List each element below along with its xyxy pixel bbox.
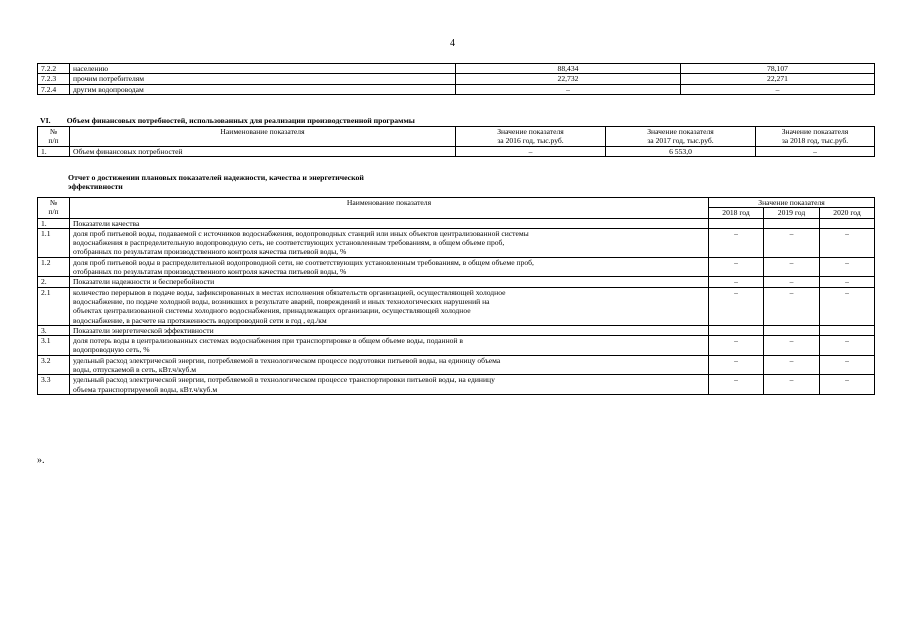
row-value-2018: – [709,375,764,395]
row-value-2019: – [764,375,820,395]
top-table [37,63,875,95]
table-row [38,375,875,395]
closing-mark: ». [37,455,45,466]
row-number: 7.2.3 [38,74,70,84]
row-value-2019: – [764,355,820,375]
table-row [38,146,875,156]
report-header-value-group: Значение показателя [709,198,875,208]
finance-header-row [38,127,875,147]
table-row [38,228,875,257]
row-value-2019 [764,325,820,335]
row-value-2018 [709,325,764,335]
row-value-2020: – [820,375,875,395]
row-value-2020: – [820,336,875,356]
row-number: 1. [38,146,70,156]
report-header-2019: 2019 год [764,208,820,218]
table-row [38,257,875,277]
row-value-2019: – [764,336,820,356]
finance-header-name: Наименование показателя [70,127,456,147]
row-number: 1. [38,218,70,228]
row-name: удельный расход электрической энергии, потребляемой в технологическом процессе подготовки питьевой воды, на единицу объема воды, отпускаемой в сеть, кВт.ч/куб.м [70,355,709,375]
report-header-2018: 2018 год [709,208,764,218]
row-value-2018: – [709,257,764,277]
row-name: Показатели надежности и бесперебойности [70,277,709,287]
section-vi-number: VI. [40,116,51,125]
row-name: удельный расход электрической энергии, потребляемой в технологическом процессе транспортировки питьевой воды, на единицу объема транспортируемой воды, кВт.ч/куб.м [70,375,709,395]
table-row [38,218,875,228]
row-value: – [681,84,875,94]
row-name: доля потерь воды в централизованных системах водоснабжения при транспортировке в общем объеме воды, поданной в водопроводную сеть, % [70,336,709,356]
row-name: доля проб питьевой воды, подаваемой с источников водоснабжения, водопроводных станций или иных объектов централизованной системы водоснабжения в распределительную водопроводную сеть, не соответствующих установленным требованиям, в общем объеме проб, отобранных по результатам производственного контроля качества питьевой воды, % [70,228,709,257]
row-number: 3.3 [38,375,70,395]
finance-header-2017: Значение показателя за 2017 год, тыс.руб. [606,127,756,147]
section-vi-heading [40,116,415,125]
table-row [38,287,875,325]
row-value: 22,271 [681,74,875,84]
row-number: 3.2 [38,355,70,375]
row-number: 3.1 [38,336,70,356]
row-value-2019: – [764,228,820,257]
row-number: 3. [38,325,70,335]
row-value-2019: – [764,277,820,287]
row-value-2019: – [764,287,820,325]
row-number: 1.2 [38,257,70,277]
row-value-2020 [820,218,875,228]
row-value: 22,732 [456,74,681,84]
finance-header-2016: Значение показателя за 2016 год, тыс.руб. [456,127,606,147]
report-header-row [38,198,875,208]
report-heading: Отчет о достижении плановых показателей надежности, качества и энергетической эффективности [68,173,364,191]
table-row [38,74,875,84]
row-value-2020: – [820,355,875,375]
row-value-2020: – [820,277,875,287]
row-value-2019 [764,218,820,228]
row-value-2020 [820,325,875,335]
section-vi-title: Объем финансовых потребностей, использованных для реализации производственной программы [66,116,415,125]
row-number: 2. [38,277,70,287]
table-row [38,336,875,356]
row-name: Объем финансовых потребностей [70,146,456,156]
row-name: Показатели качества [70,218,709,228]
table-row [38,277,875,287]
table-row [38,84,875,94]
row-value-2018: – [709,336,764,356]
row-value: – [456,84,681,94]
page-number: 4 [450,38,455,49]
report-header-2020: 2020 год [820,208,875,218]
finance-header-2018: Значение показателя за 2018 год, тыс.руб. [756,127,875,147]
report-header-num: № п/п [38,198,70,219]
row-value-2019: – [764,257,820,277]
row-value-2018: – [709,277,764,287]
table-row [38,64,875,74]
row-value-2018: – [709,228,764,257]
report-header-name: Наименование показателя [70,198,709,219]
row-name: населению [70,64,456,74]
row-value-2018: – [709,355,764,375]
row-number: 7.2.4 [38,84,70,94]
row-number: 2.1 [38,287,70,325]
row-value-2018: – [756,146,875,156]
row-name: Показатели энергетической эффективности [70,325,709,335]
row-name: доля проб питьевой воды в распределительной водопроводной сети, не соответствующих установленным требованиям, в общем объеме проб, отобранных по результатам производственного контроля качества питьевой воды, % [70,257,709,277]
row-value-2020: – [820,228,875,257]
row-name: прочим потребителям [70,74,456,84]
row-name: другим водопроводам [70,84,456,94]
finance-table [37,126,875,157]
row-value-2017: 6 553,0 [606,146,756,156]
finance-header-num: № п/п [38,127,70,147]
row-value-2020: – [820,287,875,325]
row-number: 7.2.2 [38,64,70,74]
table-row [38,325,875,335]
row-value-2018: – [709,287,764,325]
table-row [38,355,875,375]
row-value: 78,107 [681,64,875,74]
row-value-2020: – [820,257,875,277]
row-name: количество перерывов в подаче воды, зафиксированных в местах исполнения обязательств организацией, осуществляющей холодное водоснабжение, по подаче холодной воды, возникших в результате аварий, повреждений и иных технологических нарушений на объектах централизованной системы холодного водоснабжения, принадлежащих организации, осуществляющей холодное водоснабжение, в расчете на протяженность водопроводной сети в год , ед./км [70,287,709,325]
row-value-2018 [709,218,764,228]
row-value: 88,434 [456,64,681,74]
report-table [37,197,875,395]
row-number: 1.1 [38,228,70,257]
row-value-2016: – [456,146,606,156]
